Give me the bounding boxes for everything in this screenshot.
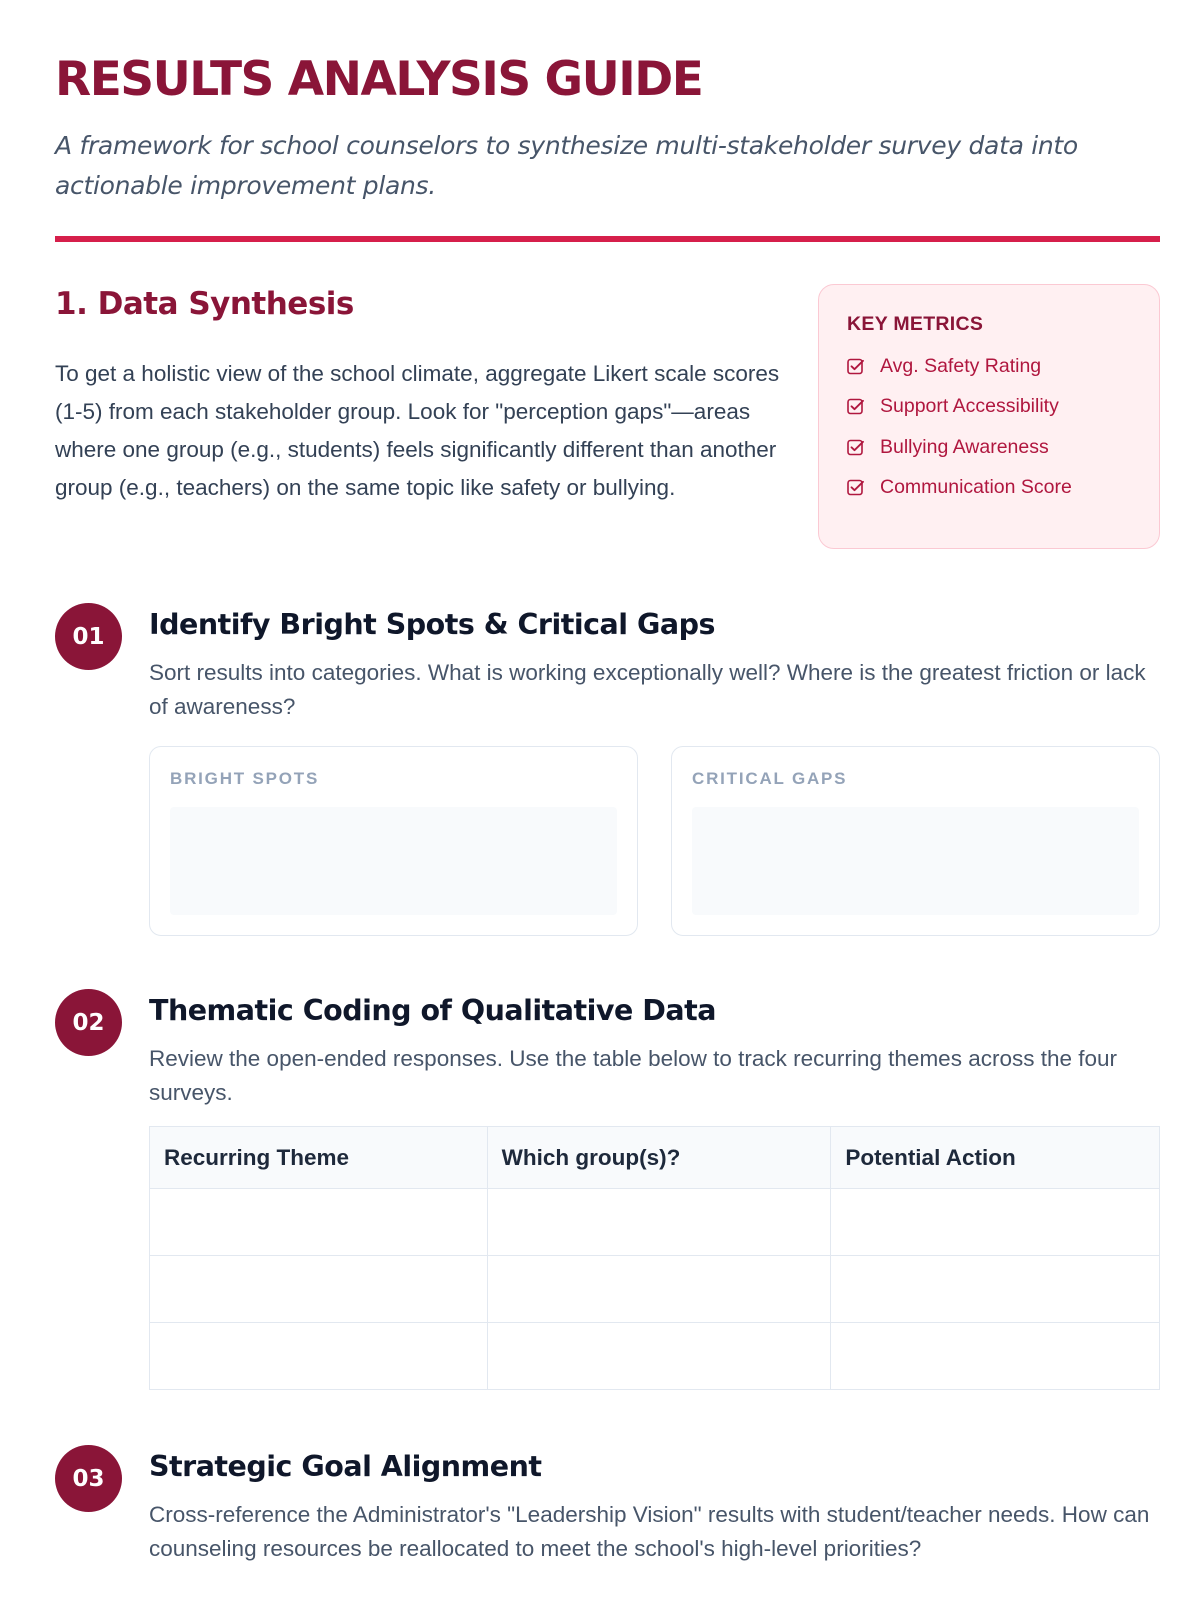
key-metric-label: Avg. Safety Rating bbox=[880, 354, 1042, 377]
page-subtitle: A framework for school counselors to synthesize multi-stakeholder survey data into actionable improvement plans. bbox=[55, 131, 1078, 200]
checkbox-checked-icon bbox=[847, 398, 864, 415]
table-cell[interactable] bbox=[487, 1189, 831, 1256]
card-label: BRIGHT SPOTS bbox=[170, 769, 320, 788]
critical-gaps-input-area[interactable] bbox=[692, 807, 1139, 915]
key-metric-label: Communication Score bbox=[880, 476, 1072, 499]
step-number-badge: 03 bbox=[55, 1445, 122, 1512]
step-number-badge: 01 bbox=[55, 603, 122, 670]
page-title: RESULTS ANALYSIS GUIDE bbox=[55, 52, 703, 107]
step-description: Cross-reference the Administrator's "Leadership Vision" results with student/teacher needs. How can counseling resources be reallocated to meet the school's high-level priorities? bbox=[149, 1502, 1150, 1561]
column-header: Potential Action bbox=[831, 1127, 1160, 1189]
table-cell[interactable] bbox=[150, 1323, 488, 1390]
table-header-row bbox=[150, 1127, 1160, 1189]
card-label: CRITICAL GAPS bbox=[692, 769, 848, 788]
key-metric-item bbox=[847, 468, 1159, 509]
key-metrics-title: KEY METRICS bbox=[847, 313, 984, 335]
key-metric-item bbox=[847, 387, 1159, 428]
table-cell[interactable] bbox=[831, 1256, 1160, 1323]
key-metric-label: Bullying Awareness bbox=[880, 435, 1049, 458]
column-header: Recurring Theme bbox=[150, 1127, 488, 1189]
title-divider bbox=[55, 236, 1160, 242]
step-description: Sort results into categories. What is working exceptionally well? Where is the greatest friction or lack of awareness? bbox=[149, 660, 1146, 719]
thematic-coding-table bbox=[149, 1126, 1160, 1390]
critical-gaps-card bbox=[671, 746, 1160, 936]
step-description: Review the open-ended responses. Use the table below to track recurring themes across the four surveys. bbox=[149, 1046, 1118, 1105]
table-cell[interactable] bbox=[831, 1189, 1160, 1256]
table-cell[interactable] bbox=[487, 1256, 831, 1323]
bright-spots-card bbox=[149, 746, 638, 936]
key-metrics-panel bbox=[818, 284, 1160, 549]
step-title: Thematic Coding of Qualitative Data bbox=[149, 994, 716, 1027]
checkbox-checked-icon bbox=[847, 358, 864, 375]
section-heading-data-synthesis: 1. Data Synthesis bbox=[55, 286, 354, 322]
table-cell[interactable] bbox=[487, 1323, 831, 1390]
key-metric-item bbox=[847, 346, 1159, 387]
key-metric-item bbox=[847, 427, 1159, 468]
table-row bbox=[150, 1256, 1160, 1323]
section-body-data-synthesis: To get a holistic view of the school climate, aggregate Likert scale scores (1-5) from each stakeholder group. Look for "perception gaps"—areas where one group (e.g., students) feels significantly different than another group (e.g., teachers) on the same topic like safety or bullying. bbox=[55, 361, 780, 500]
step-title: Strategic Goal Alignment bbox=[149, 1450, 542, 1483]
bright-spots-input-area[interactable] bbox=[170, 807, 617, 915]
step-title: Identify Bright Spots & Critical Gaps bbox=[149, 608, 715, 641]
step-number-badge: 02 bbox=[55, 989, 122, 1056]
table-cell[interactable] bbox=[150, 1256, 488, 1323]
key-metric-label: Support Accessibility bbox=[880, 395, 1059, 418]
column-header: Which group(s)? bbox=[487, 1127, 831, 1189]
table-cell[interactable] bbox=[831, 1323, 1160, 1390]
table-cell[interactable] bbox=[150, 1189, 488, 1256]
table-row bbox=[150, 1189, 1160, 1256]
checkbox-checked-icon bbox=[847, 479, 864, 496]
checkbox-checked-icon bbox=[847, 439, 864, 456]
results-analysis-guide-page bbox=[55, 0, 1160, 1600]
table-row bbox=[150, 1323, 1160, 1390]
